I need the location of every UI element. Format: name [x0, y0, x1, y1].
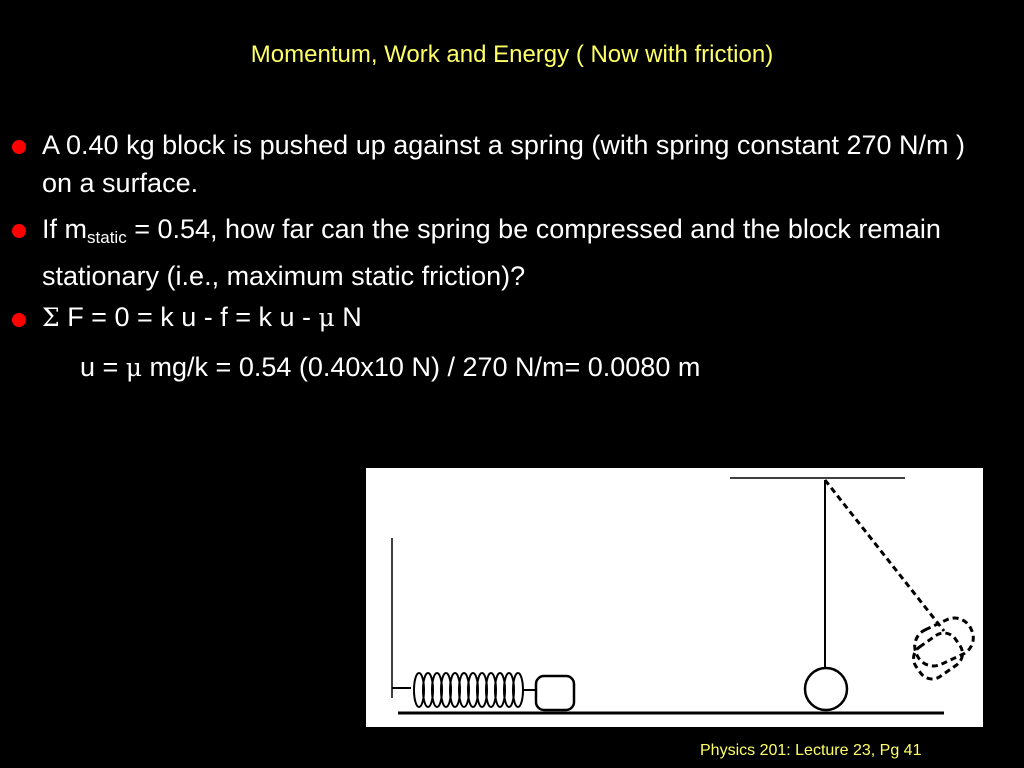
slide-footer: Physics 201: Lecture 23, Pg 41 [700, 742, 922, 759]
bullet-dot [12, 224, 26, 238]
mu-symbol: μ [318, 303, 335, 332]
sigma-symbol: Σ [42, 303, 60, 332]
bullet-dot [12, 313, 26, 327]
mu-symbol: μ [125, 353, 143, 382]
figure-drawing [366, 468, 983, 727]
slide-title: Momentum, Work and Energy ( Now with friction) [250, 41, 774, 68]
spring-coils [414, 673, 523, 707]
bullet-3-text: Σ F = 0 = k u - f = k u - μ N [42, 302, 362, 332]
bullet-2-text: If $m_{static} = 0.54$, how far can the spring be compressed and the block remain stationary (i.e., maximum static friction)? [42, 214, 941, 291]
spring-pendulum-figure [366, 468, 983, 727]
block [536, 676, 574, 710]
bullet-1-text: A 0.40 kg block is pushed up against a spring (with spring constant 270 N/m ) on a surface. [42, 130, 966, 198]
pendulum-bob [805, 668, 847, 710]
equation-line: u = μ mg/k = 0.54 (0.40x10 N) / 270 N/m= 0.0080 m [80, 352, 701, 382]
swung-string-dashed [825, 480, 944, 631]
static-subscript: static [87, 228, 127, 247]
swung-bob-dashed [909, 612, 979, 672]
bullet-dot [12, 140, 26, 154]
mu-symbol: m [64, 214, 88, 244]
